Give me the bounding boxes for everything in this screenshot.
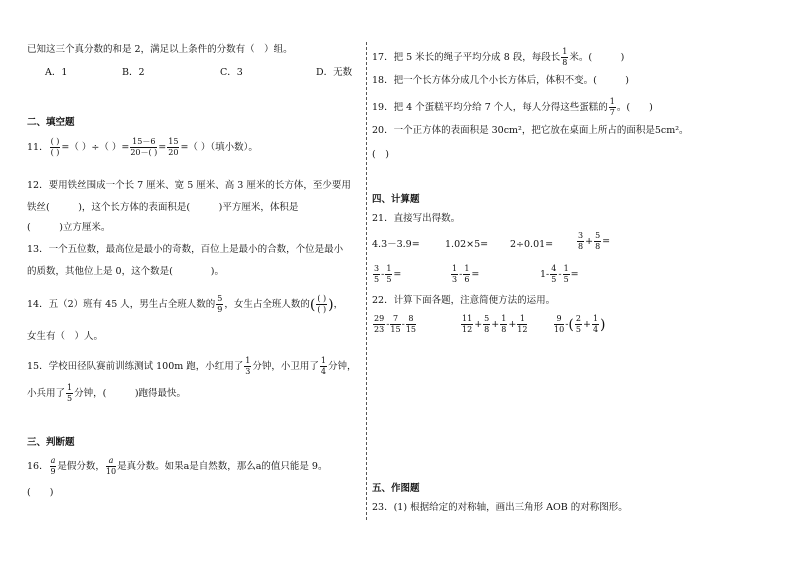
option-d: D．无数 <box>316 67 353 78</box>
q11-frac-1: $\frac{15-6}{20-( )}$ <box>130 137 158 157</box>
q20-line2: ( ) <box>372 149 389 160</box>
column-divider <box>366 42 367 520</box>
q11-frac-2: $\frac{15}{20}$ <box>168 137 179 157</box>
q13-line2: 的质数，其他位上是 0，这个数是( )。 <box>27 266 224 277</box>
option-c: C．3 <box>220 67 243 78</box>
q21-item-1: 4.3－3.9= <box>372 239 420 250</box>
q15-line1: 15．学校田径队赛前训练测试 100m 跑，小红用了 $\frac{1}{3}$ 分钟，小卫用了 $\frac{1}{4}$ 分钟， <box>27 356 357 376</box>
q22-title: 22．计算下面各题，注意简便方法的运用。 <box>372 295 556 306</box>
q22-expr-3: $\frac{9}{10}$ -( $\frac{2}{5}$ + $\frac{1}{4}$ ) <box>554 314 606 334</box>
q18: 18．把一个长方体分成几个小长方体后，体积不变。( ) <box>372 75 630 86</box>
q22-expr-2: $\frac{11}{12}$ + $\frac{5}{8}$ + $\frac{1}{8}$ + $\frac{1}{12}$ <box>462 314 528 334</box>
q14-line2: 女生有（ ）人。 <box>27 331 104 342</box>
section-calc: 四、计算题 <box>372 194 420 205</box>
q21-item-4: $\frac{3}{8}$ + $\frac{5}{8}$ = <box>578 231 611 251</box>
option-a: A．1 <box>45 67 68 78</box>
q16: 16． $\frac{a}{9}$ 是假分数， $\frac{a}{10}$ 是真分数。如果a是自然数，那么a的值只能是 9。 <box>27 456 328 476</box>
section-drawing: 五、作图题 <box>372 483 420 494</box>
q14-line1: 14．五（2）班有 45 人，男生占全班人数的 $\frac{5}{9}$ ，女生占全班人数的( ( ) ( ) )， <box>27 294 344 314</box>
q21-item-3: 2÷0.01= <box>510 239 554 250</box>
section-judge: 三、判断题 <box>27 437 75 448</box>
q17: 17．把 5 米长的绳子平均分成 8 段，每段长 $\frac{1}{8}$ 米。( ) <box>372 47 625 67</box>
q12-line3: ( )立方厘米。 <box>27 222 111 233</box>
q11-frac-blank: ( ) ( ) <box>50 137 60 157</box>
q21-item-7: 1- $\frac{4}{5}$ - $\frac{1}{5}$ = <box>540 264 579 284</box>
q21-item-2: 1.02×5= <box>445 239 489 250</box>
section-fill-blank: 二、填空题 <box>27 117 75 128</box>
q19: 19．把 4 个蛋糕平均分给 7 个人，每人分得这些蛋糕的 $\frac{1}{7}$ 。( ) <box>372 97 653 117</box>
q20-line1: 20．一个正方体的表面积是 30cm²，把它放在桌面上所占的面积是5cm²。 <box>372 125 689 136</box>
q-intro-text: 已知这三个真分数的和是 2，满足以上条件的分数有（ ）组。 <box>27 44 293 55</box>
q13-line1: 13．一个五位数，最高位是最小的奇数，百位上是最小的合数，个位是最小 <box>27 244 344 255</box>
q15-line2: 小兵用了 $\frac{1}{5}$ 分钟，( )跑得最快。 <box>27 383 187 403</box>
option-b: B．2 <box>122 67 145 78</box>
q21-item-6: $\frac{1}{3}$ - $\frac{1}{6}$ = <box>452 264 480 284</box>
q11: 11． ( ) ( ) =（ ）÷（ ）= $\frac{15-6}{20-( )}$ = $\frac{15}{20}$ =（ ）（填小数）。 <box>27 137 258 157</box>
q22-expr-1: $\frac{29}{23}$ - $\frac{7}{15}$ - $\frac{8}{15}$ <box>374 314 416 334</box>
q21-title: 21．直接写出得数。 <box>372 213 461 224</box>
q23: 23．(1) 根据给定的对称轴，画出三角形 AOB 的对称图形。 <box>372 502 628 513</box>
q12-line1: 12．要用铁丝围成一个长 7 厘米、宽 5 厘米、高 3 厘米的长方体，至少要用 <box>27 180 351 191</box>
q12-line2: 铁丝( )，这个长方体的表面积是( )平方厘米，体积是 <box>27 202 299 213</box>
q16-answer: ( ) <box>27 487 54 498</box>
q21-item-5: $\frac{3}{5}$ - $\frac{1}{5}$ = <box>374 264 402 284</box>
